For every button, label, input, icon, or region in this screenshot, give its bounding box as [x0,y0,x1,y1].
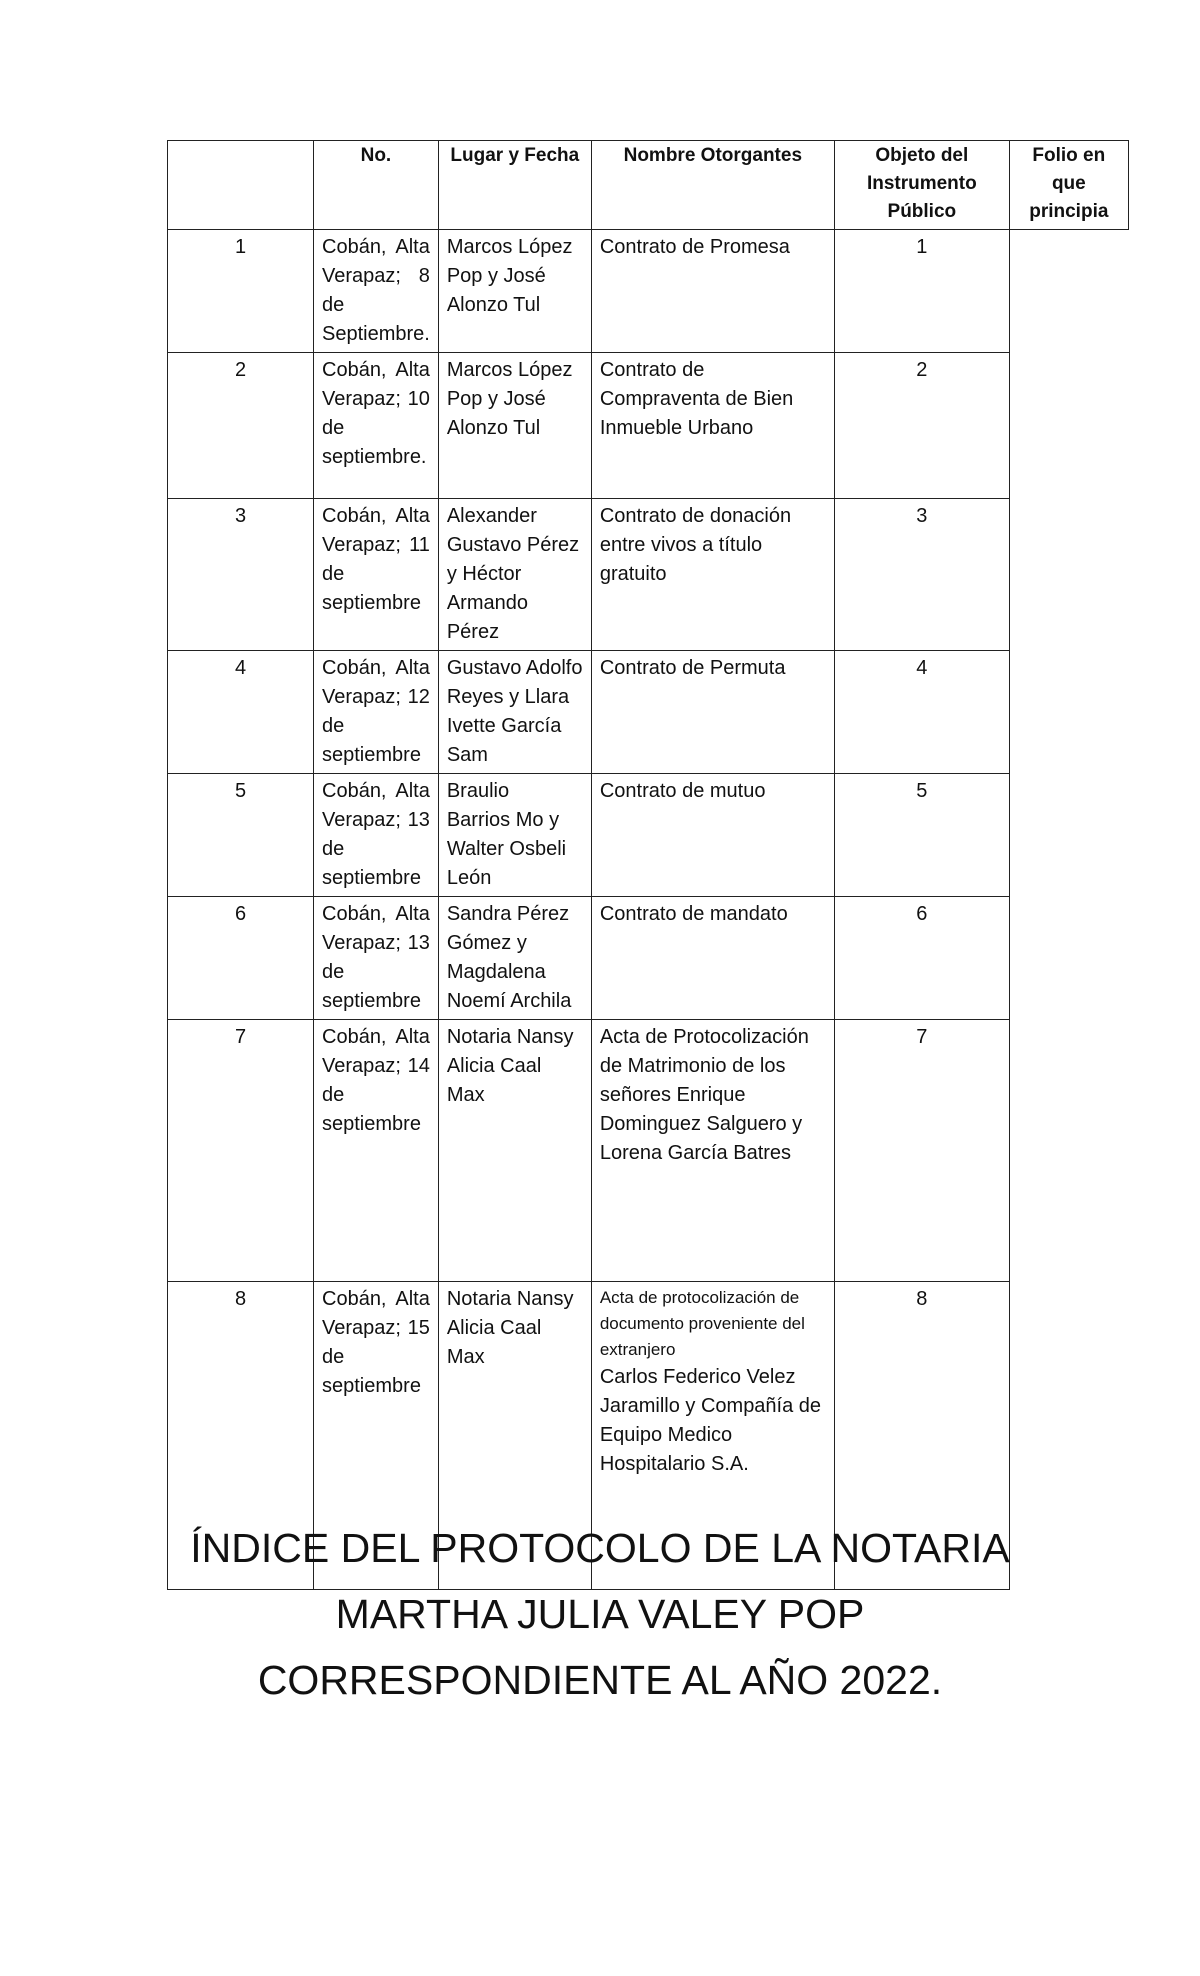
table-header-row [168,141,1129,230]
cell-objeto-part-a: Acta de protocolización de documento proveniente del extranjero [599,1288,805,1359]
table-row [168,1020,1129,1282]
cell-nombre: Sandra Pérez Gómez y Magdalena Noemí Archila [438,897,591,1020]
cell-lugar: Cobán, Alta Verapaz; 12 de septiembre [314,651,439,774]
table-row [168,353,1129,499]
cell-no: 4 [168,651,314,774]
header-objeto: Objeto del Instrumento Público [834,141,1009,230]
cell-lugar: Cobán, Alta Verapaz; 13 de septiembre [314,774,439,897]
cell-lugar: Cobán, Alta Verapaz; 15 de septiembre [314,1282,439,1590]
cell-lugar: Cobán, Alta Verapaz; 10 de septiembre. [314,353,439,499]
cell-nombre: Notaria Nansy Alicia Caal Max [438,1020,591,1282]
cell-lugar: Cobán, Alta Verapaz; 8 de Septiembre. [314,230,439,353]
cell-lugar: Cobán, Alta Verapaz; 14 de septiembre [314,1020,439,1282]
cell-objeto: Acta de Protocolización de Matrimonio de los señores Enrique Dominguez Salguero y Lorena García Batres [591,1020,834,1282]
header-folio: Folio en que principia [1009,141,1128,230]
cell-folio: 7 [834,1020,1009,1282]
cell-folio: 4 [834,651,1009,774]
cell-objeto: Contrato de Promesa [591,230,834,353]
cell-folio: 8 [834,1282,1009,1590]
cell-no: 5 [168,774,314,897]
cell-folio: 1 [834,230,1009,353]
cell-lugar: Cobán, Alta Verapaz; 11 de septiembre [314,499,439,651]
table-row [168,774,1129,897]
cell-folio: 3 [834,499,1009,651]
cell-objeto: Contrato de mutuo [591,774,834,897]
table-row [168,499,1129,651]
cell-objeto: Contrato de Compraventa de Bien Inmueble Urbano [591,353,834,499]
cell-no: 1 [168,230,314,353]
header-lugar: Lugar y Fecha [438,141,591,230]
table-row [168,651,1129,774]
cell-nombre: Marcos López Pop y José Alonzo Tul [438,353,591,499]
header-no: No. [314,141,439,230]
cell-nombre: Notaria Nansy Alicia Caal Max [438,1282,591,1590]
header-nombre: Nombre Otorgantes [591,141,834,230]
cell-nombre: Braulio Barrios Mo y Walter Osbeli León [438,774,591,897]
cell-folio: 5 [834,774,1009,897]
title-line-1: ÍNDICE DEL PROTOCOLO DE LA NOTARIA [190,1525,1010,1571]
title-line-3: CORRESPONDIENTE AL AÑO 2022. [257,1657,943,1703]
cell-no: 3 [168,499,314,651]
cell-no: 7 [168,1020,314,1282]
table-row [168,897,1129,1020]
cell-nombre: Gustavo Adolfo Reyes y Llara Ivette García Sam [438,651,591,774]
table-row [168,230,1129,353]
cell-nombre: Marcos López Pop y José Alonzo Tul [438,230,591,353]
title-line-2: MARTHA JULIA VALEY POP [335,1591,865,1637]
document-title [0,1515,1200,1713]
cell-no: 2 [168,353,314,499]
cell-no: 8 [168,1282,314,1590]
blank-left-column [168,141,314,230]
cell-objeto: Contrato de mandato [591,897,834,1020]
cell-objeto: Contrato de donación entre vivos a título gratuito [591,499,834,651]
cell-folio: 2 [834,353,1009,499]
cell-folio: 6 [834,897,1009,1020]
cell-no: 6 [168,897,314,1020]
protocol-index-table [167,140,1129,1590]
cell-objeto-part-b: Carlos Federico Velez Jaramillo y Compañía de Equipo Medico Hospitalario S.A. [599,1366,822,1475]
cell-lugar: Cobán, Alta Verapaz; 13 de septiembre [314,897,439,1020]
cell-objeto: Contrato de Permuta [591,651,834,774]
cell-nombre: Alexander Gustavo Pérez y Héctor Armando Pérez [438,499,591,651]
